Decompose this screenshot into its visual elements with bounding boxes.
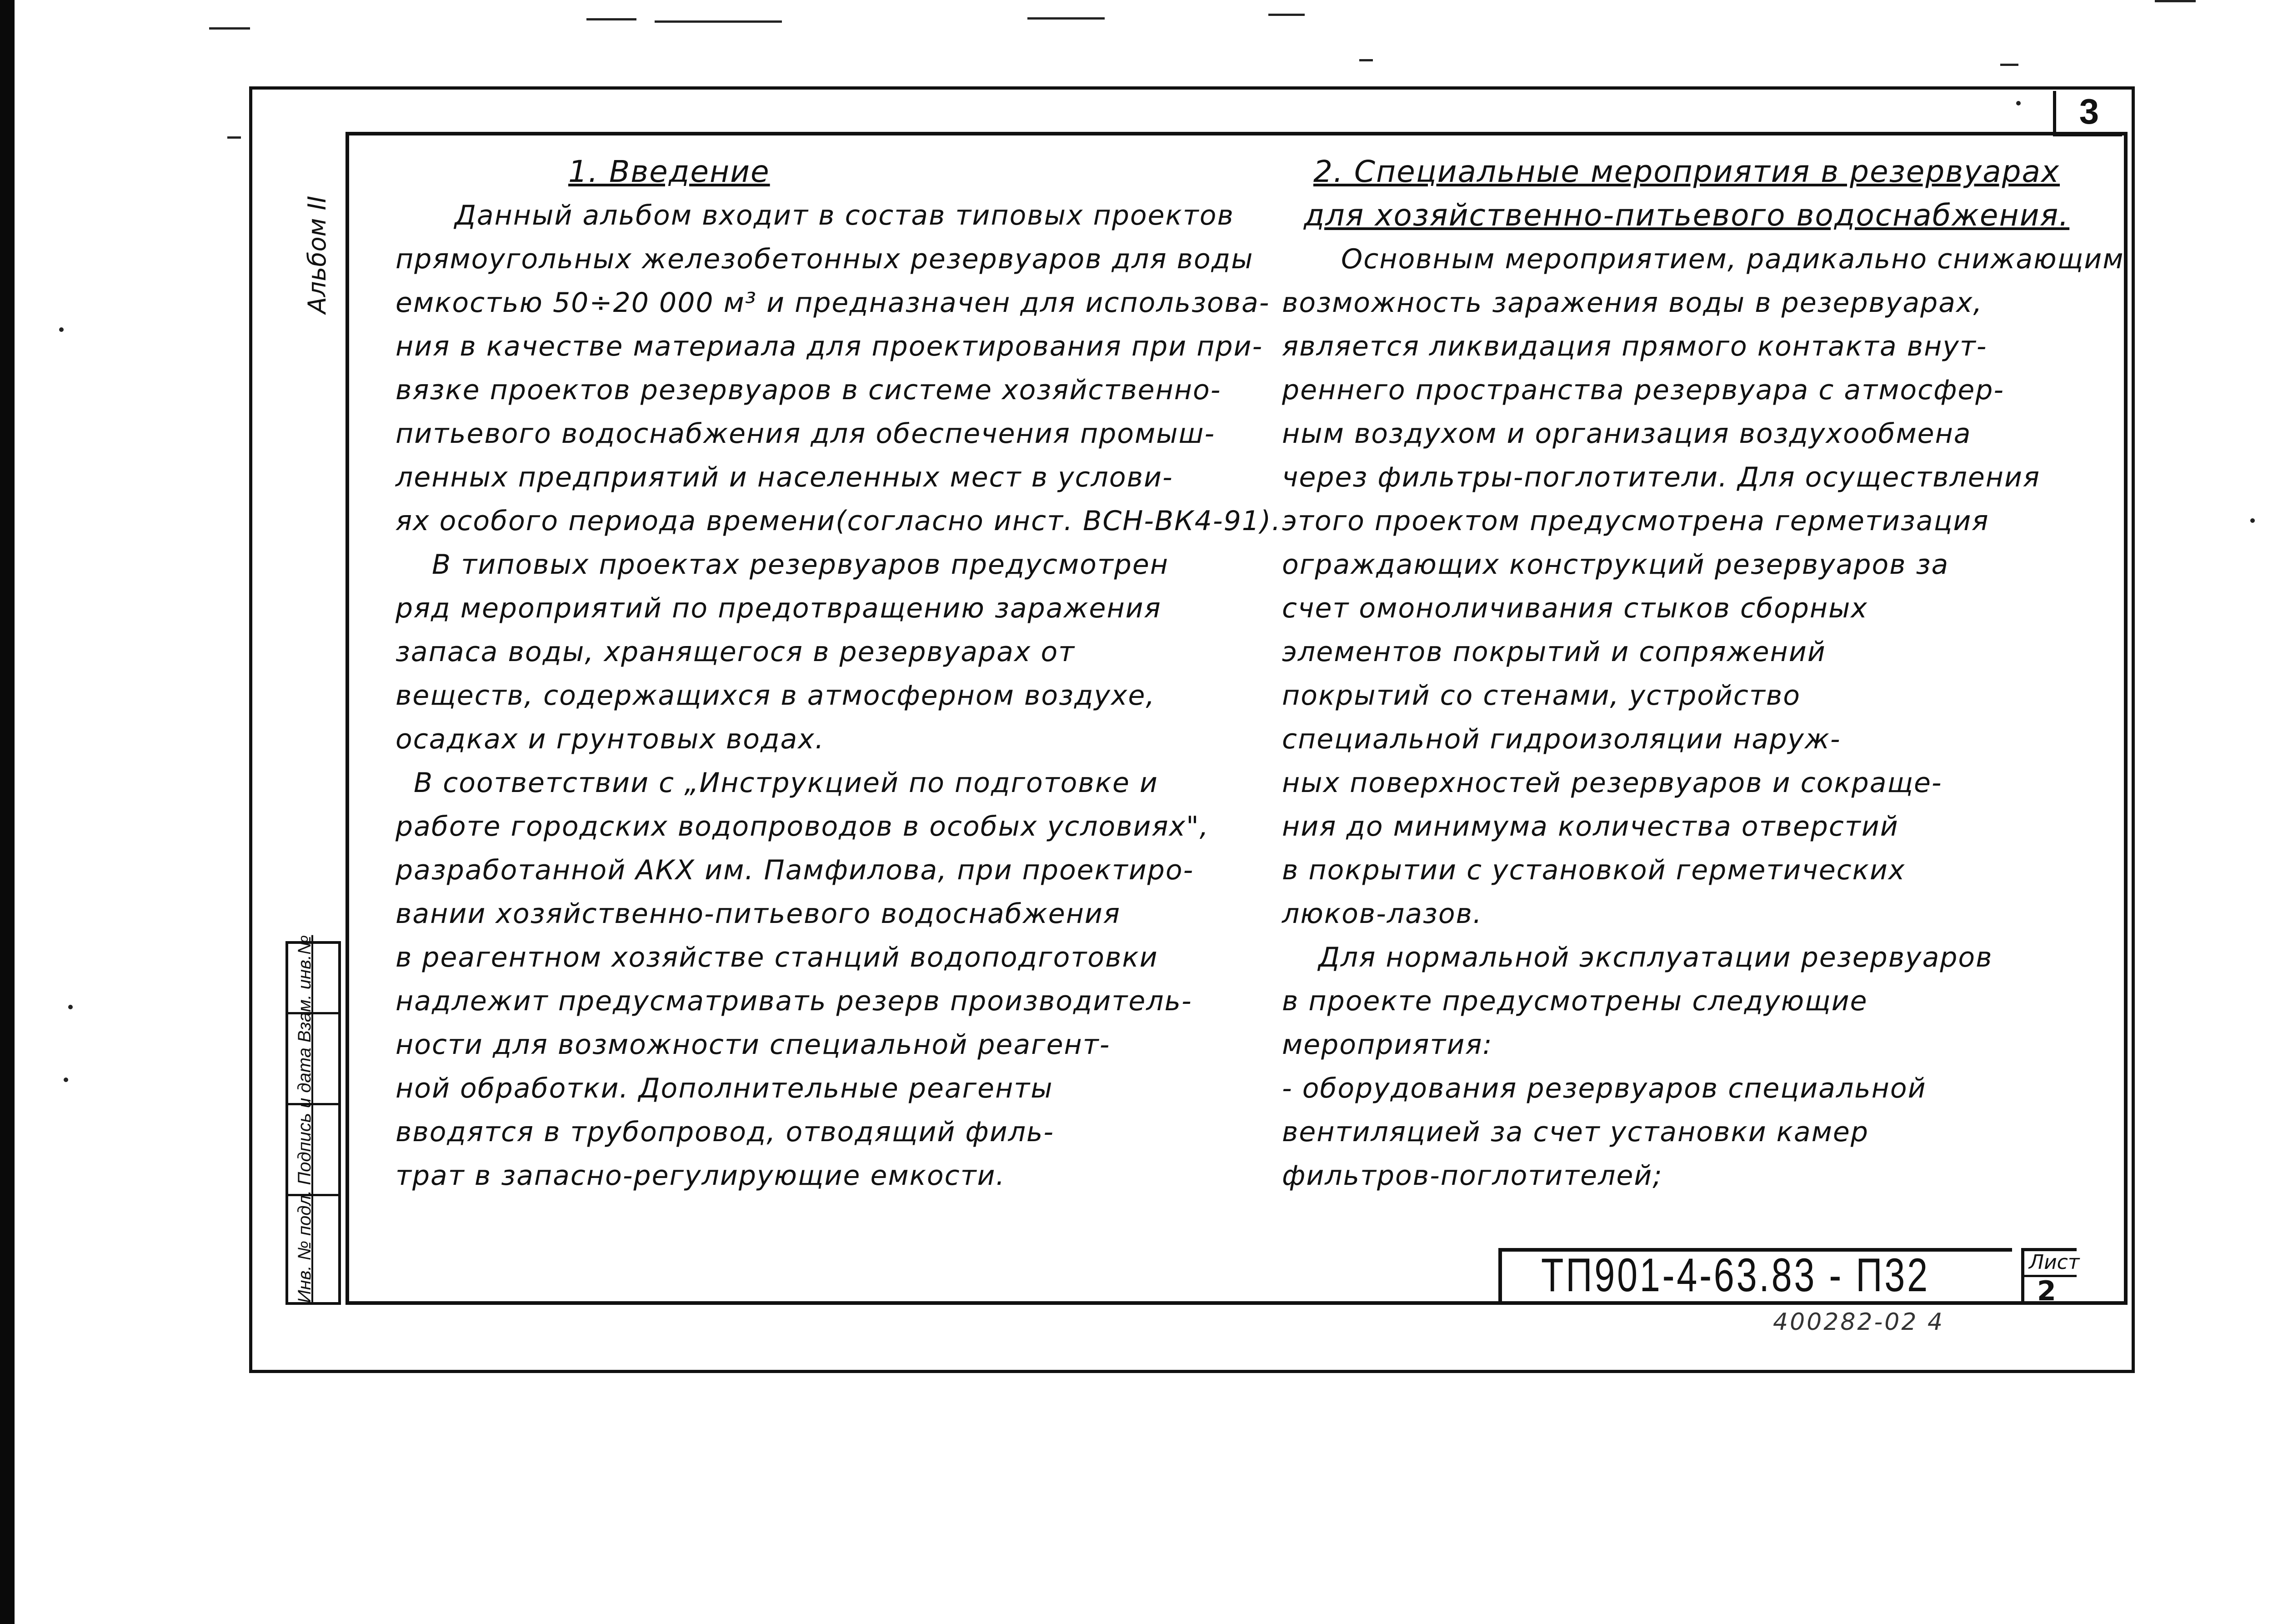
scan-mark bbox=[2155, 0, 2196, 2]
text-line: вводятся в трубопровод, отводящий филь- bbox=[396, 1116, 1055, 1148]
scan-mark bbox=[2000, 64, 2018, 66]
text-line: Для нормальной эксплуатации резервуаров bbox=[1318, 942, 1993, 973]
sheet-number: 2 bbox=[2037, 1275, 2056, 1307]
text-line: фильтров-поглотителей; bbox=[1282, 1160, 1663, 1192]
text-line: возможность заражения воды в резервуарах, bbox=[1282, 287, 1983, 319]
left-column bbox=[396, 150, 1282, 1198]
scan-mark bbox=[655, 20, 782, 23]
sheet-cell bbox=[2021, 1248, 2080, 1307]
measures-heading-line2: для хозяйственно-питьевого водоснабжения. bbox=[1303, 198, 2070, 233]
text-line: в проекте предусмотрены следующие bbox=[1282, 985, 1868, 1017]
scan-mark bbox=[586, 18, 636, 20]
text-line: вязке проектов резервуаров в системе хозяйственно- bbox=[396, 374, 1222, 406]
text-line: вентиляцией за счет установки камер bbox=[1282, 1116, 1869, 1148]
text-line: В типовых проектах резервуаров предусмотрен bbox=[432, 549, 1169, 581]
text-line: ях особого периода времени(согласно инст. ВСН-ВК4-91). bbox=[396, 505, 1282, 537]
scan-dot bbox=[2250, 518, 2255, 523]
text-line: мероприятия: bbox=[1282, 1029, 1493, 1061]
text-line: ряд мероприятий по предотвращению заражения bbox=[396, 592, 1162, 624]
page-number: 3 bbox=[2053, 91, 2122, 136]
text-line: В соответствии с „Инструкцией по подготовке и bbox=[414, 767, 1158, 799]
measures-heading-line1: 2. Специальные мероприятия в резервуарах bbox=[1313, 154, 2060, 189]
text-line: ния в качестве материала для проектирования при при- bbox=[396, 331, 1263, 362]
text-line: специальной гидроизоляции наруж- bbox=[1282, 723, 1841, 755]
inventory-number: 400282-02 4 bbox=[1773, 1308, 1945, 1336]
scan-mark bbox=[209, 27, 250, 30]
text-line: осадках и грунтовых водах. bbox=[396, 723, 825, 755]
document-code: ТП901-4-63.83 - П32 bbox=[1541, 1249, 1930, 1302]
scan-dot bbox=[64, 1078, 68, 1082]
text-line: ния до минимума количества отверстий bbox=[1282, 811, 1899, 842]
text-line: в покрытии с установкой герметических bbox=[1282, 854, 1906, 886]
intro-heading: 1. Введение bbox=[568, 154, 770, 189]
text-line: реннего пространства резервуара с атмосфер- bbox=[1282, 374, 2005, 406]
text-line: счет омоноличивания стыков сборных bbox=[1282, 592, 1868, 624]
side-stamp-label: Инв. № подл. Подпись и дата Взам. инв.№ bbox=[295, 935, 315, 1303]
text-line: ленных предприятий и населенных мест в услови- bbox=[396, 461, 1173, 493]
text-line: этого проектом предусмотрена герметизация bbox=[1282, 505, 1989, 537]
scan-mark bbox=[227, 136, 241, 139]
sheet-label: Лист bbox=[2029, 1251, 2080, 1274]
scan-dot bbox=[68, 1005, 73, 1009]
scan-mark bbox=[1268, 14, 1305, 16]
text-line: емкостью 50÷20 000 м³ и предназначен для использова- bbox=[396, 287, 1270, 319]
scan-dot bbox=[59, 327, 64, 332]
text-line: ных поверхностей резервуаров и сокраще- bbox=[1282, 767, 1943, 799]
album-label: Альбом II bbox=[303, 195, 331, 314]
text-line: является ликвидация прямого контакта внут- bbox=[1282, 331, 1988, 362]
scan-mark bbox=[1027, 17, 1105, 20]
text-line: надлежит предусматривать резерв производитель- bbox=[396, 985, 1192, 1017]
text-line: ограждающих конструкций резервуаров за bbox=[1282, 549, 1949, 581]
text-line: Данный альбом входит в состав типовых проектов bbox=[455, 200, 1234, 231]
text-line: вании хозяйственно-питьевого водоснабжения bbox=[396, 898, 1121, 930]
text-line: Основным мероприятием, радикально снижающим bbox=[1341, 243, 2124, 275]
text-line: люков-лазов. bbox=[1282, 898, 1482, 930]
text-line: веществ, содержащихся в атмосферном воздухе, bbox=[396, 680, 1156, 712]
scan-edge bbox=[0, 0, 15, 1624]
text-line: трат в запасно-регулирующие емкости. bbox=[396, 1160, 1006, 1192]
text-line: элементов покрытий и сопряжений bbox=[1282, 636, 1826, 668]
side-stamp bbox=[285, 935, 341, 1305]
text-line: разработанной АКХ им. Памфилова, при проектиро- bbox=[396, 854, 1194, 886]
text-line: работе городских водопроводов в особых условиях", bbox=[396, 811, 1209, 842]
text-line: запаса воды, хранящегося в резервуарах от bbox=[396, 636, 1076, 668]
text-line: через фильтры-поглотители. Для осуществления bbox=[1282, 461, 2041, 493]
text-line: покрытий со стенами, устройство bbox=[1282, 680, 1801, 712]
text-line: - оборудования резервуаров специальной bbox=[1282, 1073, 1927, 1104]
text-line: в реагентном хозяйстве станций водоподготовки bbox=[396, 942, 1158, 973]
right-column bbox=[1282, 150, 2124, 1198]
text-line: ности для возможности специальной реагент- bbox=[396, 1029, 1111, 1061]
text-line: питьевого водоснабжения для обеспечения промыш- bbox=[396, 418, 1216, 450]
text-line: ным воздухом и организация воздухообмена bbox=[1282, 418, 1972, 450]
scan-mark bbox=[1359, 59, 1373, 61]
text-line: ной обработки. Дополнительные реагенты bbox=[396, 1073, 1053, 1104]
text-line: прямоугольных железобетонных резервуаров для воды bbox=[396, 243, 1254, 275]
